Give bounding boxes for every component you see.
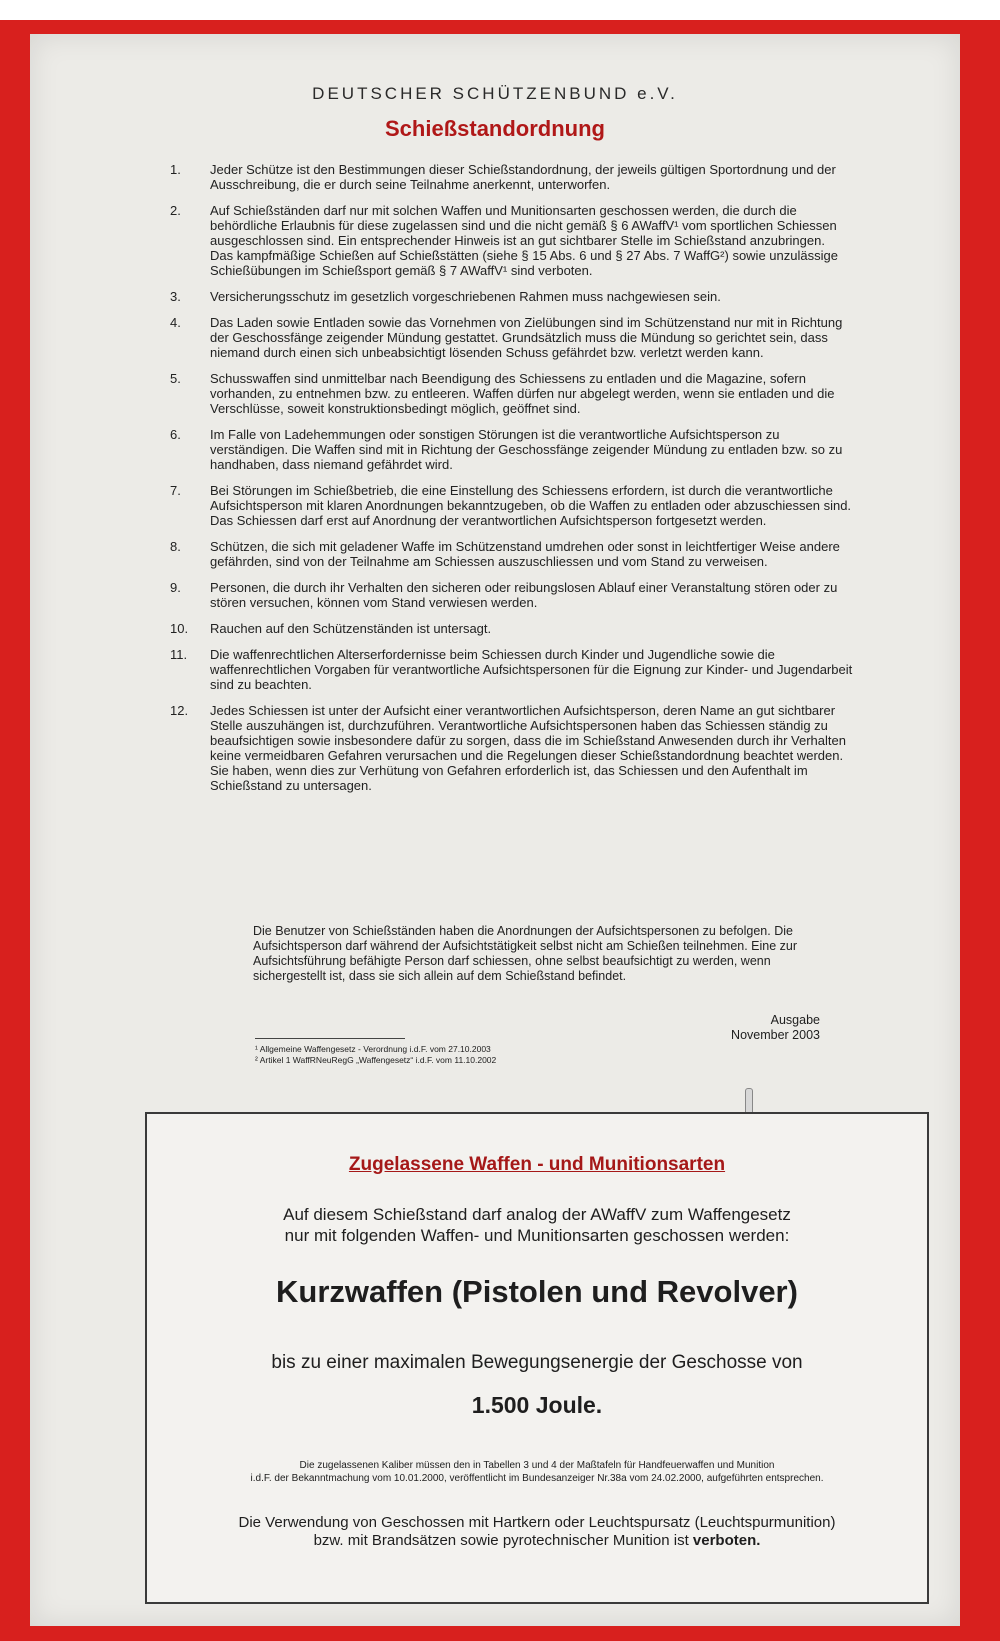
rule-number: 4. xyxy=(170,315,181,330)
rule-number: 8. xyxy=(170,539,181,554)
rule-number: 9. xyxy=(170,580,181,595)
weapon-type: Kurzwaffen (Pistolen und Revolver) xyxy=(276,1274,798,1309)
rule-item xyxy=(170,162,860,192)
rule-number: 2. xyxy=(170,203,181,218)
rule-item xyxy=(170,289,860,304)
rule-text: Versicherungsschutz im gesetzlich vorgeschriebenen Rahmen muss nachgewiesen sein. xyxy=(210,289,721,304)
box-intro-line-2: nur mit folgenden Waffen- und Munitionsarten geschossen werden: xyxy=(284,1226,790,1245)
rule-item xyxy=(170,703,860,793)
rule-text: Das Laden sowie Entladen sowie das Vornehmen von Zielübungen sind im Schützenstand nur mit in Richtung der Geschossfänge zeigender Mündung gestattet. Grundsätzlich muss die Mündung so gerichtet sein, dass niemand durch einen sich unbeabsichtigt lösenden Schuss gefährdet bzw. verletzt werden kann. xyxy=(210,315,843,360)
permitted-weapons-box xyxy=(145,1112,929,1604)
rule-text: Jeder Schütze ist den Bestimmungen dieser Schießstandordnung, der jeweils gültigen Sportordnung und der Ausschreibung, die er durch seine Teilnahme anerkennt, unterworfen. xyxy=(210,162,836,192)
ban-emphasis: verboten. xyxy=(692,1532,761,1549)
rule-item xyxy=(170,621,860,636)
rule-item xyxy=(170,483,860,528)
rule-text: Im Falle von Ladehemmungen oder sonstigen Störungen ist die verantwortliche Aufsichtsperson zu verständigen. Die Waffen sind mit in Richtung der Geschossfänge zeigender Mündung zu entladen bzw. so zu handhaben, dass niemand gefährdet wird. xyxy=(210,427,843,472)
energy-limit: 1.500 Joule. xyxy=(471,1392,603,1418)
rule-text: Schusswaffen sind unmittelbar nach Beendigung des Schiessens zu entladen und die Magazine, sofern vorhanden, zu entnehmen bzw. zu entleeren. Waffen dürfen nur abgelegt werden, wenn sie entladen und die Verschlüsse, soweit konstruktionsbedingt möglich, geöffnet sind. xyxy=(210,371,835,416)
rule-text-continued: Das kampfmäßige Schießen auf Schießstätten (siehe § 15 Abs. 6 und § 27 Abs. 7 WaffG²) sowie unzulässige Schießübungen im Schießsport gemäß § 7 AWaffV¹ sind verboten. xyxy=(210,248,838,278)
rule-text: Auf Schießständen darf nur mit solchen Waffen und Munitionsarten geschossen werden, die durch die behördliche Erlaubnis für diese zugelassen sind und die nicht gemäß § 6 AWaffV¹ vom sportlichen Schiessen ausgeschlossen sind. Ein entsprechender Hinweis ist an gut sichtbarer Stelle im Schießstand anzubringen. xyxy=(210,203,837,248)
rule-number: 10. xyxy=(170,621,189,636)
rule-number: 11. xyxy=(170,647,188,662)
ban-line-2-text: bzw. mit Brandsätzen sowie pyrotechnischer Munition ist xyxy=(313,1532,689,1549)
edition-label: Ausgabe xyxy=(770,1013,820,1027)
box-intro-line-1: Auf diesem Schießstand darf analog der AWaffV zum Waffengesetz xyxy=(283,1205,791,1224)
organization-name: DEUTSCHER SCHÜTZENBUND e.V. xyxy=(312,84,678,103)
energy-text: bis zu einer maximalen Bewegungsenergie der Geschosse von xyxy=(271,1352,803,1373)
rule-number: 12. xyxy=(170,703,189,718)
rule-number: 7. xyxy=(170,483,181,498)
rule-item xyxy=(170,315,860,360)
supervisor-note: Die Benutzer von Schießständen haben die Anordnungen der Aufsichtspersonen zu befolgen. Die Aufsichtsperson darf während der Aufsichtstätigkeit selbst nicht am Schießen teilnehmen. Eine zur Aufsichtsführung befähigte Person darf schiessen, ohne selbst beaufsichtigt zu werden, wenn sichergestellt ist, dass sie sich allein auf dem Schießstand befindet. xyxy=(253,924,798,983)
rule-number: 3. xyxy=(170,289,181,304)
rule-text: Jedes Schiessen ist unter der Aufsicht einer verantwortlichen Aufsichtsperson, deren Name an gut sichtbarer Stelle auszuhängen ist, durchzuführen. Verantwortliche Aufsichtspersonen haben das Schiessen ständig zu beaufsichtigen sowie insbesondere dafür zu sorgen, dass die im Schießstand Anwesenden durch ihr Verhalten keine vermeidbaren Gefahren verursachen und die Regelungen dieser Schießstandordnung beachtet werden. Sie haben, wenn dies zur Verhütung von Gefahren erforderlich ist, das Schiessen und den Aufenthalt im Schießstand zu untersagen. xyxy=(210,703,846,793)
rule-item xyxy=(170,580,860,610)
rule-text: Personen, die durch ihr Verhalten den sicheren oder reibungslosen Ablauf einer Veranstaltung stören oder zu stören versuchen, können vom Stand verwiesen werden. xyxy=(210,580,838,610)
footnotes xyxy=(255,1044,675,1066)
rule-text: Rauchen auf den Schützenständen ist untersagt. xyxy=(210,621,492,636)
rule-item xyxy=(170,427,860,472)
rule-item xyxy=(170,539,860,569)
rule-text: Die waffenrechtlichen Alterserfordernisse beim Schiessen durch Kinder und Jugendliche sowie die waffenrechtlichen Vorgaben für verantwortliche Aufsichtspersonen für die Eignung zur Kinder- und Jugendarbeit sind zu beachten. xyxy=(210,647,853,692)
ban-line-2 xyxy=(167,1532,907,1550)
box-title: Zugelassene Waffen - und Munitionsarten xyxy=(348,1154,726,1175)
box-intro xyxy=(207,1204,867,1246)
ammunition-ban xyxy=(167,1514,907,1550)
rule-number: 1. xyxy=(170,162,181,177)
document-title: Schießstandordnung xyxy=(385,116,605,141)
rule-item xyxy=(170,203,860,278)
rule-number: 5. xyxy=(170,371,181,386)
ban-line-1: Die Verwendung von Geschossen mit Hartkern oder Leuchtspursatz (Leuchtspurmunition) xyxy=(238,1514,836,1531)
rule-item xyxy=(170,371,860,416)
footnote-2: ² Artikel 1 WaffRNeuRegG „Waffengesetz“ i.d.F. vom 11.10.2002 xyxy=(255,1055,497,1065)
rule-number: 6. xyxy=(170,427,181,442)
footnote-divider xyxy=(255,1038,405,1039)
edition-info xyxy=(700,1013,820,1043)
caliber-text xyxy=(167,1459,907,1485)
caliber-line-2: i.d.F. der Bekanntmachung vom 10.01.2000, veröffentlicht im Bundesanzeiger Nr.38a vom 24.02.2000, aufgeführten entsprechen. xyxy=(250,1473,824,1484)
rule-text: Schützen, die sich mit geladener Waffe im Schützenstand umdrehen oder sonst in leichtfertiger Weise andere gefährden, sind von der Teilnahme am Schiessen auszuschliessen und vom Stand zu verweisen. xyxy=(210,539,840,569)
footnote-1: ¹ Allgemeine Waffengesetz - Verordnung i.d.F. vom 27.10.2003 xyxy=(255,1044,491,1054)
rule-text: Bei Störungen im Schießbetrieb, die eine Einstellung des Schiessens erfordern, ist durch die verantwortliche Aufsichtsperson mit klaren Anordnungen bekanntzugeben, ob die Waffen zu entladen oder abzuschiessen sind. Das Schiessen darf erst auf Anordnung der verantwortlichen Aufsichtsperson fortgesetzt werden. xyxy=(210,483,852,528)
rule-item xyxy=(170,647,860,692)
edition-date: November 2003 xyxy=(731,1028,820,1042)
rules-list xyxy=(170,162,860,804)
caliber-line-1: Die zugelassenen Kaliber müssen den in Tabellen 3 und 4 der Maßtafeln für Handfeuerwaffen und Munition xyxy=(299,1460,775,1471)
